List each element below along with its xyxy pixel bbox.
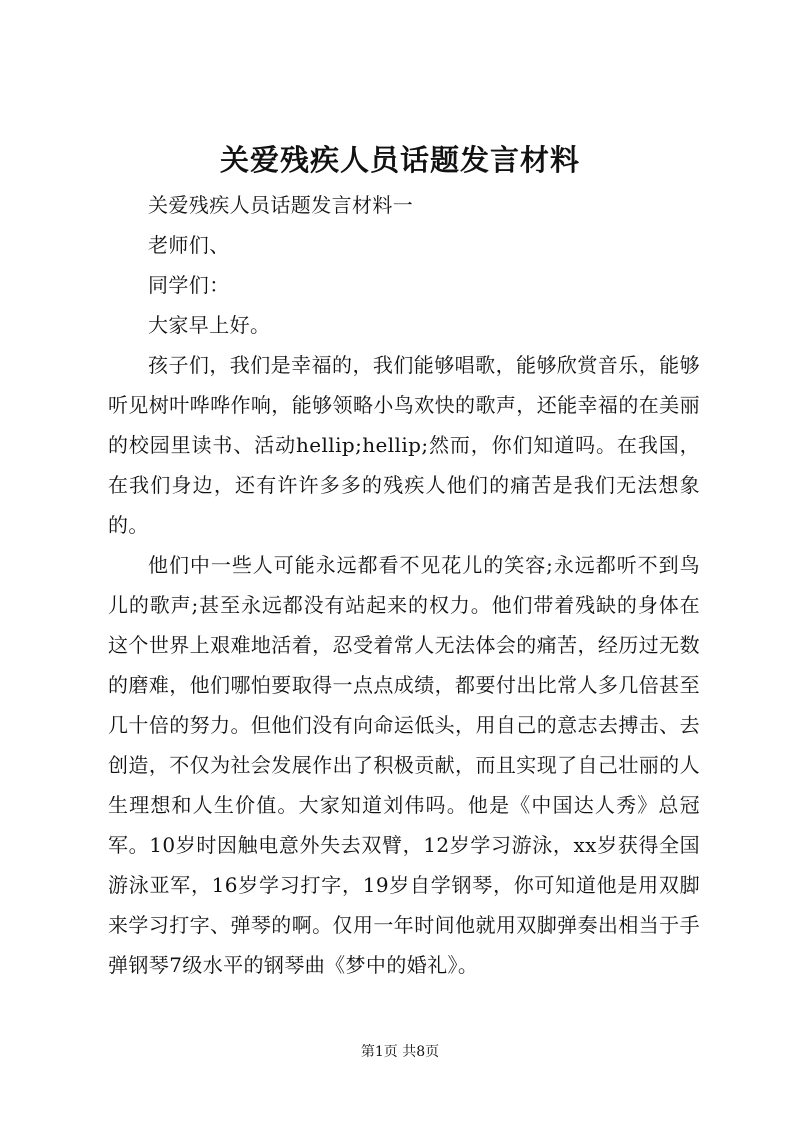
document-title: 关爱残疾人员话题发言材料 [219,143,580,177]
paragraph: 大家早上好。 [148,313,271,337]
paragraph: 同学们： [148,273,230,297]
document-body [108,185,700,985]
paragraph: 孩子们，我们是幸福的，我们能够唱歌，能够欣赏音乐，能够听见树叶哗哗作响，能够领略小鸟欢快的歌声，还能幸福的在美丽的校园里读书、活动hellip;hellip;然而，你们知道吗。在我国，在我们身边，还有许许多多的残疾人他们的痛苦是我们无法想象的。 [108,353,700,537]
paragraph: 老师们、 [148,233,230,257]
paragraph: 他们中一些人可能永远都看不见花儿的笑容;永远都听不到鸟儿的歌声;甚至永远都没有站起来的权力。他们带着残缺的身体在这个世界上艰难地活着，忍受着常人无法体会的痛苦，经历过无数的磨难，他们哪怕要取得一点点成绩，都要付出比常人多几倍甚至几十倍的努力。但他们没有向命运低头，用自己的意志去搏击、去创造，不仅为社会发展作出了积极贡献，而且实现了自己壮丽的人生理想和人生价值。大家知道刘伟吗。他是《中国达人秀》总冠军。10岁时因触电意外失去双臂，12岁学习游泳，xx岁获得全国游泳亚军，16岁学习打字，19岁自学钢琴，你可知道他是用双脚来学习打字、弹琴的啊。仅用一年时间他就用双脚弹奏出相当于手弹钢琴7级水平的钢琴曲《梦中的婚礼》。 [108,553,700,977]
paragraph: 关爱残疾人员话题发言材料一 [148,193,414,217]
page-footer: 第1页 共8页 [360,1044,440,1060]
